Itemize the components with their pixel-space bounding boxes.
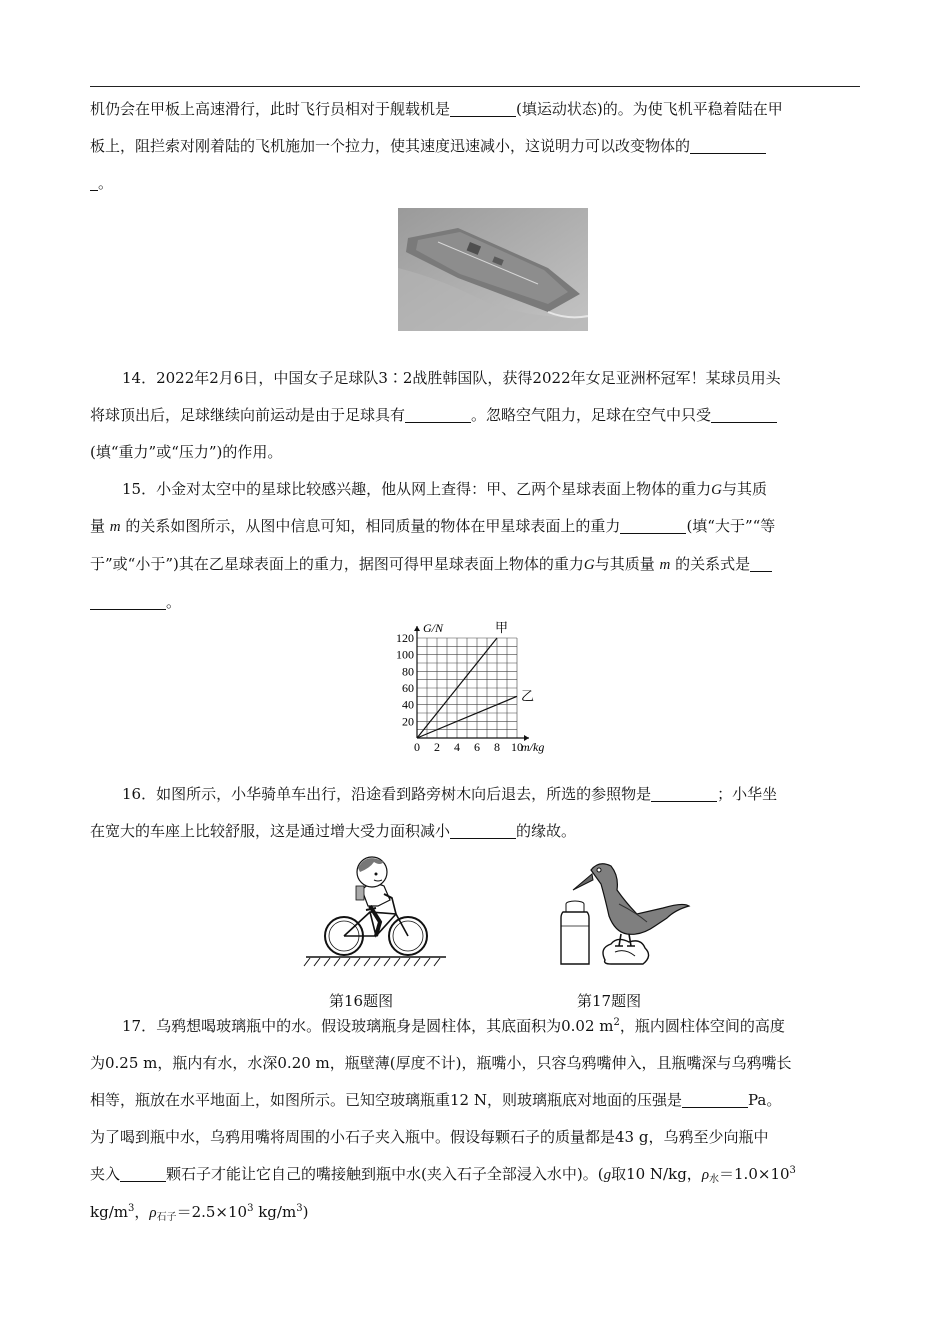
answer-blank[interactable] — [651, 785, 717, 802]
question-15-text: 15．小金对太空中的星球比较感兴趣，他从网上查得：甲、乙两个星球表面上物体的重力G与其质 — [122, 480, 767, 498]
x-tick-label: 2 — [434, 740, 440, 754]
answer-blank[interactable] — [450, 100, 516, 117]
question-17-cont: 为0.25 m，瓶内有水，水深0.20 m，瓶壁薄(厚度不计)，瓶嘴小，只容乌鸦嘴伸入，且瓶嘴深与乌鸦嘴长 相等，瓶放在水平地面上，如图所示。已知空玻璃瓶重12 N，则玻璃瓶底对地面的压强是 Pa。 为了喝到瓶中水，乌鸦用嘴将周围的小石子夹入瓶中。假设每颗石子的质量都是43 g，乌鸦至少向瓶中 夹入 颗石子才能让它自己的嘴接触到瓶中水(夹入石子全部浸入水中)。(g取10 N/kg，$\rho_水=1.0\times 10^3$ $kg/m^3$，$\rho_{石子}=2.5\times 10^3$ $kg/m^3$) — [90, 1054, 796, 1223]
x-axis-label: m/kg — [521, 740, 545, 754]
answer-blank[interactable] — [405, 406, 471, 423]
x-tick-label: 0 — [414, 740, 420, 754]
answer-blank[interactable] — [450, 822, 516, 839]
y-tick-label: 20 — [402, 714, 414, 729]
answer-blank[interactable] — [120, 1165, 166, 1182]
x-tick-label: 8 — [494, 740, 500, 754]
answer-blank[interactable] — [711, 406, 777, 423]
y-tick-label: 120 — [396, 631, 414, 645]
question-15-cont: 量 m 的关系如图所示，从图中信息可知，相同质量的物体在甲星球表面上的重力 (填“大于”“等 于”或“小于”)其在乙星球表面上的重力，据图可得甲星球表面上物体的重力G与其质量 m 的关系式是 。 — [90, 517, 776, 611]
answer-blank[interactable] — [682, 1091, 748, 1108]
question-14-text: 14．2022年2月6日，中国女子足球队3∶2战胜韩国队，获得2022年女足亚洲杯冠军！某球员用头 — [122, 369, 781, 387]
figure-16-caption: 第16题图 — [329, 992, 394, 1010]
y-tick-label: 80 — [402, 664, 414, 679]
header-rule — [90, 86, 860, 87]
y-tick-label: 100 — [396, 647, 414, 662]
question-17-text: 17．乌鸦想喝玻璃瓶中的水。假设玻璃瓶身是圆柱体，其底面积为0.02 $m^2$，瓶内圆柱体空间的高度 — [122, 1017, 785, 1035]
x-tick-label: 10 — [511, 740, 523, 754]
aircraft-carrier-photo — [398, 208, 588, 331]
y-tick-label: 60 — [402, 681, 414, 695]
answer-blank[interactable] — [750, 555, 772, 572]
figure-17-caption: 第17题图 — [577, 992, 642, 1010]
y-axis-arrow — [414, 626, 420, 631]
question-13-text: 机仍会在甲板上高速滑行，此时飞行员相对于舰载机是 (填运动状态)的。为使飞机平稳着陆在甲 板上，阻拦索对刚着陆的飞机施加一个拉力，使其速度迅速减小，这说明力可以改变物体的 。 — [90, 100, 783, 192]
answer-blank[interactable] — [690, 137, 766, 154]
crow-bottle-illustration — [555, 852, 695, 970]
y-axis-label: G/N — [423, 621, 444, 635]
question-16-cont: 在宽大的车座上比较舒服，这是通过增大受力面积减小 的缘故。 — [90, 822, 577, 840]
y-tick-label: 40 — [402, 697, 414, 712]
g-m-chart — [372, 620, 572, 760]
series-label: 乙 — [521, 689, 535, 705]
answer-blank[interactable] — [90, 593, 166, 610]
question-16-text: 16．如图所示，小华骑单车出行，沿途看到路旁树木向后退去，所选的参照物是 ；小华坐 — [122, 785, 778, 803]
question-14-cont: 将球顶出后，足球继续向前运动是由于足球具有 。忽略空气阻力，足球在空气中只受 (填“重力”或“压力”)的作用。 — [90, 397, 860, 471]
series-label: 甲 — [495, 621, 509, 636]
cyclist-illustration — [300, 850, 450, 968]
x-tick-label: 6 — [474, 740, 480, 754]
answer-blank[interactable] — [620, 517, 686, 534]
x-tick-label: 4 — [454, 740, 460, 754]
answer-blank[interactable] — [90, 174, 98, 191]
